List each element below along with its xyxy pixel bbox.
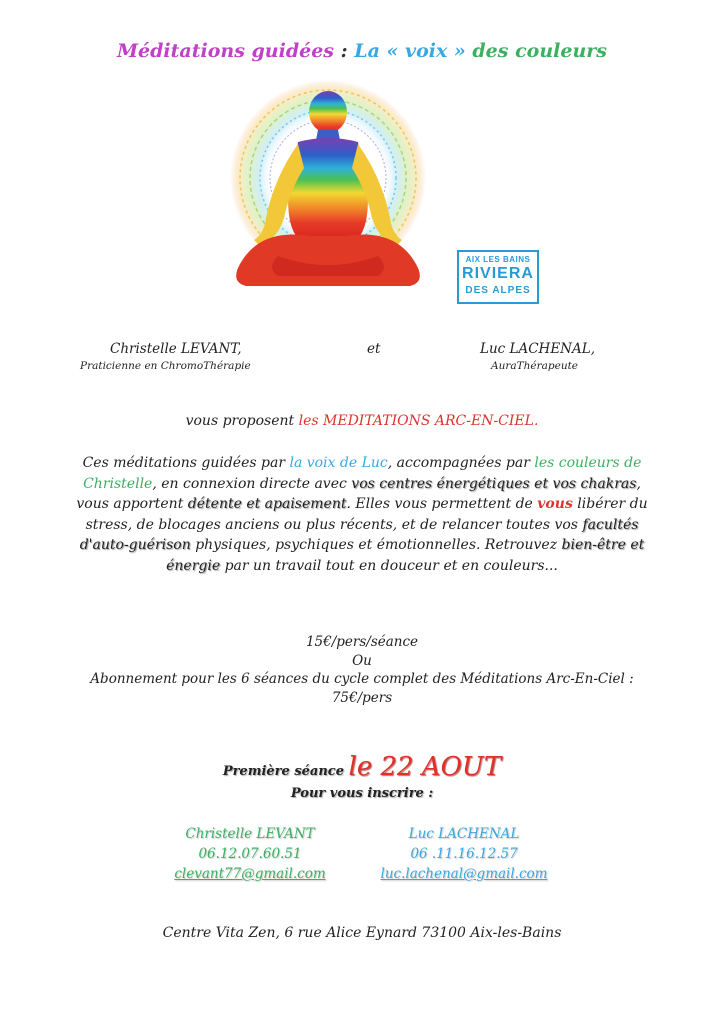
meditation-figure-image <box>200 78 460 306</box>
pricing-block <box>0 633 724 707</box>
desc-text-9: . Elles vous permettent de <box>346 496 538 512</box>
propose-lead: vous proposent <box>185 413 299 429</box>
contact-right-phone[interactable]: 06 .11.16.12.57 <box>410 846 518 862</box>
contact-right-name: Luc LACHENAL <box>408 826 520 842</box>
logo-line-1: AIX LES BAINS <box>465 255 531 264</box>
contact-left <box>150 824 350 884</box>
price-subscription: Abonnement pour les 6 séances du cycle complet des Méditations Arc-En-Ciel : 75€/pers <box>90 671 634 706</box>
logo-line-3: DES ALPES <box>465 285 531 296</box>
desc-relaxation: détente et apaisement <box>187 496 347 512</box>
first-session-label: Première séance <box>222 764 349 779</box>
desc-text-11: libérer du stress, de blocages anciens ou plus récents, et de relancer toutes vos <box>85 496 648 533</box>
title-separator: : <box>334 40 355 62</box>
desc-voice-luc: la voix de Luc <box>289 455 388 471</box>
first-session-date: le 22 AOUT <box>348 752 502 782</box>
desc-text-13: physiques, psychiques et émotionnelles. Retrouvez <box>190 537 562 553</box>
desc-text-1: Ces méditations guidées par <box>82 455 290 471</box>
page-title <box>0 40 724 62</box>
description-paragraph <box>70 453 654 576</box>
presenter-right-role: AuraThérapeute <box>491 360 579 372</box>
presenter-left-role: Praticienne en ChromoThérapie <box>80 360 251 372</box>
price-per-session: 15€/pers/séance <box>305 634 419 650</box>
desc-text-15: par un travail tout en douceur et en couleurs... <box>220 557 558 574</box>
presenter-connector: et <box>367 341 381 357</box>
price-or: Ou <box>352 652 372 669</box>
desc-colors-christelle: les couleurs de Christelle <box>83 455 642 492</box>
first-session-line <box>0 752 724 782</box>
propose-line <box>0 413 724 429</box>
contact-right <box>364 824 564 884</box>
desc-self-healing: facultés d'auto-guérison <box>79 516 639 553</box>
riviera-des-alpes-logo <box>457 250 539 304</box>
propose-highlight: les MEDITATIONS ARC-EN-CIEL. <box>298 413 539 429</box>
presenter-right-name: Luc LACHENAL, <box>480 341 596 357</box>
register-heading: Pour vous inscrire : <box>290 786 434 801</box>
venue-address: Centre Vita Zen, 6 rue Alice Eynard 73100 Aix-les-Bains <box>162 925 562 941</box>
desc-text-3: , accompagnées par <box>387 455 535 471</box>
title-part-1: Méditations guidées <box>117 40 334 62</box>
logo-line-2: RIVIERA <box>462 265 534 282</box>
desc-text-7: , vous apportent <box>76 475 641 512</box>
desc-text-5: , en connexion directe avec <box>152 475 352 492</box>
title-part-3: des couleurs <box>465 40 607 62</box>
desc-wellbeing: bien-être et énergie <box>166 537 645 574</box>
desc-vous: vous <box>537 496 573 512</box>
contact-left-name: Christelle LEVANT <box>185 826 315 842</box>
contact-right-email-link[interactable]: luc.lachenal@gmail.com <box>380 866 548 882</box>
presenter-left-name: Christelle LEVANT, <box>110 341 242 357</box>
desc-energy-centers: vos centres énergétiques et vos chakras <box>351 475 637 492</box>
contact-left-email-link[interactable]: clevant77@gmail.com <box>174 866 326 882</box>
title-part-2: La « voix » <box>354 40 466 62</box>
contact-left-phone[interactable]: 06.12.07.60.51 <box>198 846 302 862</box>
